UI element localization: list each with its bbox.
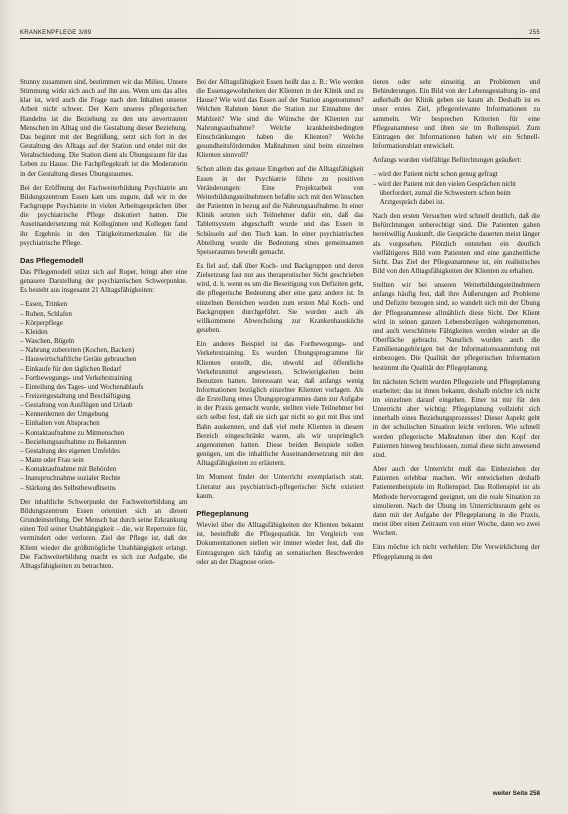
list-item: – Kontaktaufnahme mit Behörden [20,465,187,474]
paragraph: Das Pflegemodell stützt sich auf Roper, bringt aber eine genauere Darstellung der psychiatrischen Schwerpunkte. Es besteht aus insgesamt 21 Alltagsfähigkeiten: [20,267,188,295]
list-item: – Waschen, Bügeln [20,337,187,346]
list-item: – Hauswirtschaftliche Geräte gebrauchen [20,355,187,364]
concerns-list [373,170,540,207]
journal-name: KRANKENPFLEGE 3/89 [20,30,92,36]
continued-note: weiter Seite 258 [492,790,540,797]
section-heading: Pflegeplanung [196,508,249,518]
list-item: – Körperpflege [20,319,187,328]
paragraph: Schon allein das genaue Eingehen auf die Alltagsfähigkeit Essen in der Psychiatrie führte zu positiven Veränderungen: Eine Projektarbeit von Weiterbildungsteilnehmern befaßte sich mit den Wünschen der Patienten in bezug auf die Nahrungsaufnahme. In einer Klinik setzten sich Teilnehmer dafür ein, daß das Tablettsystem abgeschafft wurde und das Essen in Schüsseln auf den Tisch kam. In einer psychiatrischen Abteilung wurde die Bedeutung eines gemeinsamen Speiseraumes bewußt gemacht. [196,165,364,256]
list-item: – Inanspruchnahme sozialer Rechte [20,474,187,483]
paragraph: Im nächsten Schritt wurden Pflegeziele und Pflegeplanung erarbeitet; das ist ihnen bekannt, deshalb möchte ich nicht im einzelnen darauf eingehen. Einer ist mir für den Unterricht aber wichtig: Pflegeplanung vollzieht sich innerhalb eines Beziehungsprozesses! Dieser Aspekt geht in der schulischen Situation leicht verloren. Wie schnell werden pflegerische Maßnahmen über den Kopf der Patienten hinweg beschlossen, zumal diese nicht anwesend sind. [372,377,540,459]
paragraph: Bei der Alltagsfähigkeit Essen heißt das z. B.: Wie werden die Essensgewohnheiten der Klienten in der Klinik und zu Hause? Wie wird das Essen auf der Station angenommen? Welchen Rahmen bietet die Station zur Einnahme der Mahlzeit? Wie sind die Wünsche der Klienten zur Nahrungsaufnahme? Welche krankheitsbedingten Einschränkungen haben die Klienten? Welche gesundheitsfördernden Maßnahmen sind beim einzelnen Klienten sinnvoll? [196,78,364,160]
list-item: – Freizeitgestaltung und Beschäftigung [20,392,187,401]
paragraph: Im Moment findet der Unterricht exemplarisch statt. Literatur aus psychiatrisch-pflegerischer Sicht existiert kaum. [196,473,364,500]
section-heading: Das Pflegemodell [20,255,84,265]
paragraph: Aber auch der Unterricht muß das Einbeziehen der Patienten erlebbar machen. Wir entwickelten deshalb Patientenbeispiele im Rollenspiel. Das Rollenspiel ist als Methode hervorragend geeignet, um die reale Situation zu simulieren. Nach der Übung im Unterrichtsraum geht es dann mit der Aufgabe der Pflegeplanung in die Praxis, meist über einen Zeitraum von einer Woche, dann wo zwei Wochen. [372,465,540,538]
alltagsfaehigkeiten-list [20,300,187,492]
paragraph: Stellten wir bei unseren Weiterbildungsteilnehmern anfangs häufig fest, daß ihre Äußerungen auf Probleme und Defizite bezogen sind, so wandelt sich mit der Übung der Pflegeanamnese allmählich diese Sicht. Der Klient wird in seinen ganzen Lebensbezügen wahrgenommen, und auch verschüttete Fähigkeiten werden wieder an die Oberfläche gebracht. Naturlich wurden auch die Familienangehörigen bei der Informationssammlung mit einbezogen. Die Qualität der pflegerischen Information bestimmt die Qualität der Pflegeplanung. [372,281,540,372]
column-3 [373,78,540,796]
list-item: – Kennenlernen der Umgebung [20,410,187,419]
list-item: – wird der Patient nicht schon genug gefragt [373,170,540,179]
list-item: – Mann oder Frau sein [20,456,187,465]
paragraph: Der inhaltliche Schwerpunkt der Fachweiterbildung am Bildungszentrum Essen orientiert sich an diesen Grundeinstellung. Der Mensch hat durch seine Erkrankung einen Teil seiner Unabhängigkeit – die, wir Repertoire für, vermindert oder verloren. Ziel der Pflege ist, daß der Klient wieder die größtmögliche Unabhängigkeit erlangt. Die Fachweiterbildung macht es sich zur Aufgabe, die Alltagsfähigkeiten zu betrachten. [20,497,188,570]
paragraph: Stunny zusammen sind, bestimmen wir das Milieu. Unsere Stimmung wirkt sich auch auf ihn aus. Wenn uns das alles klar ist, wird auch die Frage nach den Inhalten unserer Arbeit nicht schwer. Der Kern unseres pflegerischen Handelns ist die Beziehung zu den uns anvertrauten Menschen im Alltag und die Gestaltung dieser Beziehung. Das beginnt mit der Begrüßung, setzt sich fort in der Gestaltung des Alltags auf der Station und endet mit der Verabschiedung. Die Station dient als Übungsraum für das Leben zu Hause. Die Fachpflegekraft ist die Moderatorin in der Gestaltung dieses Übungsraumes. [20,78,188,178]
list-item: – wird der Patient mit den vielen Gesprächen nicht überfordert, zumal die Schwestern schon beim Arztgespräch dabei ist. [373,180,540,207]
paragraph: Bei der Eröffnung der Fachweiterbildung Psychiatrie am Bildungszentrum Essen kam uns zugute, daß wir in der Fachgruppe Psychiatrie in vielen Arbeitsgesprächen über die psychiatrische Pflege diskutiert hatten. Die Auseinandersetzung mit Kolleginnen und Kollegen fand ihr Ergebnis in den Tätigkeitsmerkmalen für die psychiatrische Pflege. [20,183,188,247]
list-item: – Einkaufe für den täglichen Bedarf [20,365,187,374]
list-item: – Stärkung des Selbstbewußtseins [20,484,187,493]
list-item: – Einhalten von Absprachen [20,419,187,428]
list-item: – Beziehungsaufnahme zu Bekannten [20,438,187,447]
list-item: – Essen, Trinken [20,300,187,309]
list-item: – Fortbewegungs- und Verkehrstraining [20,374,187,383]
page-number: 255 [529,30,540,36]
paragraph: Ein anderes Beispiel ist das Fortbewegungs- und Verkehrstraining. Es wurden Übungsprogramme für Klienten erstellt, die, obwohl auf öffentliche Verkehrsmittel angewiesen, Schwierigkeiten beim Benutzen hatten. Interessant war, daß anfangs wenig Informationen bezüglich einzelner Klienten vorlagen. Als die Erstellung eines Übungsprogrammes dann zur Aufgabe in der Praxis gemacht wurde, stellten viele Teilnehmer bei sich selbst fest, daß sie sich gar nicht so gut mit Bus und Bahn auskennen, und daß viel mehr Klienten in diesem Bereich eingeschränkt waren, als wir ursprünglich angenommen hatten. Diese beiden Beispiele sollen genügen, um die inhaltliche Auseinandersetzung mit den Alltagsfähigkeiten zu erläutern. [196,340,364,468]
paragraph: Wieviel über die Alltagsfähigkeiten der Klienten bekannt ist, beeinflußt die Pflegequalität. Im Vergleich von Dokumentationen stellen wir immer wieder fest, daß die Eintragungen sich häufig an somatischen Beschwerden oder an der Diagnose orien- [196,521,364,566]
paragraph: Anfangs wurden vielfältige Befürchtungen geäußert: [372,156,522,165]
list-item: – Gestaltung von Ausflügen und Urlaub [20,401,187,410]
list-item: – Gestaltung des eigenen Umfeldes [20,447,187,456]
list-item: – Kontaktaufnahme zu Mitmenschen [20,429,187,438]
list-item: – Kleiden [20,328,187,337]
list-item: – Nahrung zubereiten (Kochen, Backen) [20,346,187,355]
list-item: – Ruhen, Schlafen [20,310,187,319]
paragraph: Eins möchte ich nicht verhehlen: Die Verwirklichung der Pflegeplanung in den [372,543,540,561]
column-2 [196,78,363,796]
paragraph: Es fiel auf, daß über Koch- und Backgruppen und deren Zielsetzung fast nur aus therapeutischer Sicht geschrieben wird, d. h. wenn es um die Beseitigung von Defiziten geht, die pflegerische Bedeutung aber eine ganz andere ist. In einzelnen Bereichen wurden zum ersten Mal Koch- und Backgruppen durchgeführt. Sie wurden auch als willkommene Abwechslung zur Krankenhausküche gesehen. [196,261,364,335]
paragraph: tieren oder sehr einseitig an Problemen und Behinderungen. Ein Bild von der Lebensgestaltung in- und außerhalb der Klinik geben sie kaum ab. Deshalb ist es unser erstes Ziel, pflegerelevante Informationen zu sammeln. Wir besprechen Kriterien für eine Pflegeanamnese und üben sie im Rollenspiel. Zum Eintragen der Informationen haben wir ein Schnell-Informationsblatt entwickelt. [372,78,540,151]
column-1 [20,78,187,796]
running-header [20,30,540,39]
paragraph: Nach den ersten Versuchen wird schnell deutlich, daß die Befürchtungen unberechtigt sind. Die Patienten gaben bereitwillig Auskunft, die Gespräche dauerten meist länger als vorgesehen. Plötzlich entstehen ein deutlich vielfältigeres Bild vom Patienten und eine ganzheitliche Sicht. Das Ziel der Pflegeanamnese ist, ein realistisches Bild von den Alltagsfähigkeiten der Klienten zu erhalten. [372,212,540,275]
list-item: – Einteilung des Tages- und Wochenablaufs [20,383,187,392]
text-columns [20,78,540,796]
